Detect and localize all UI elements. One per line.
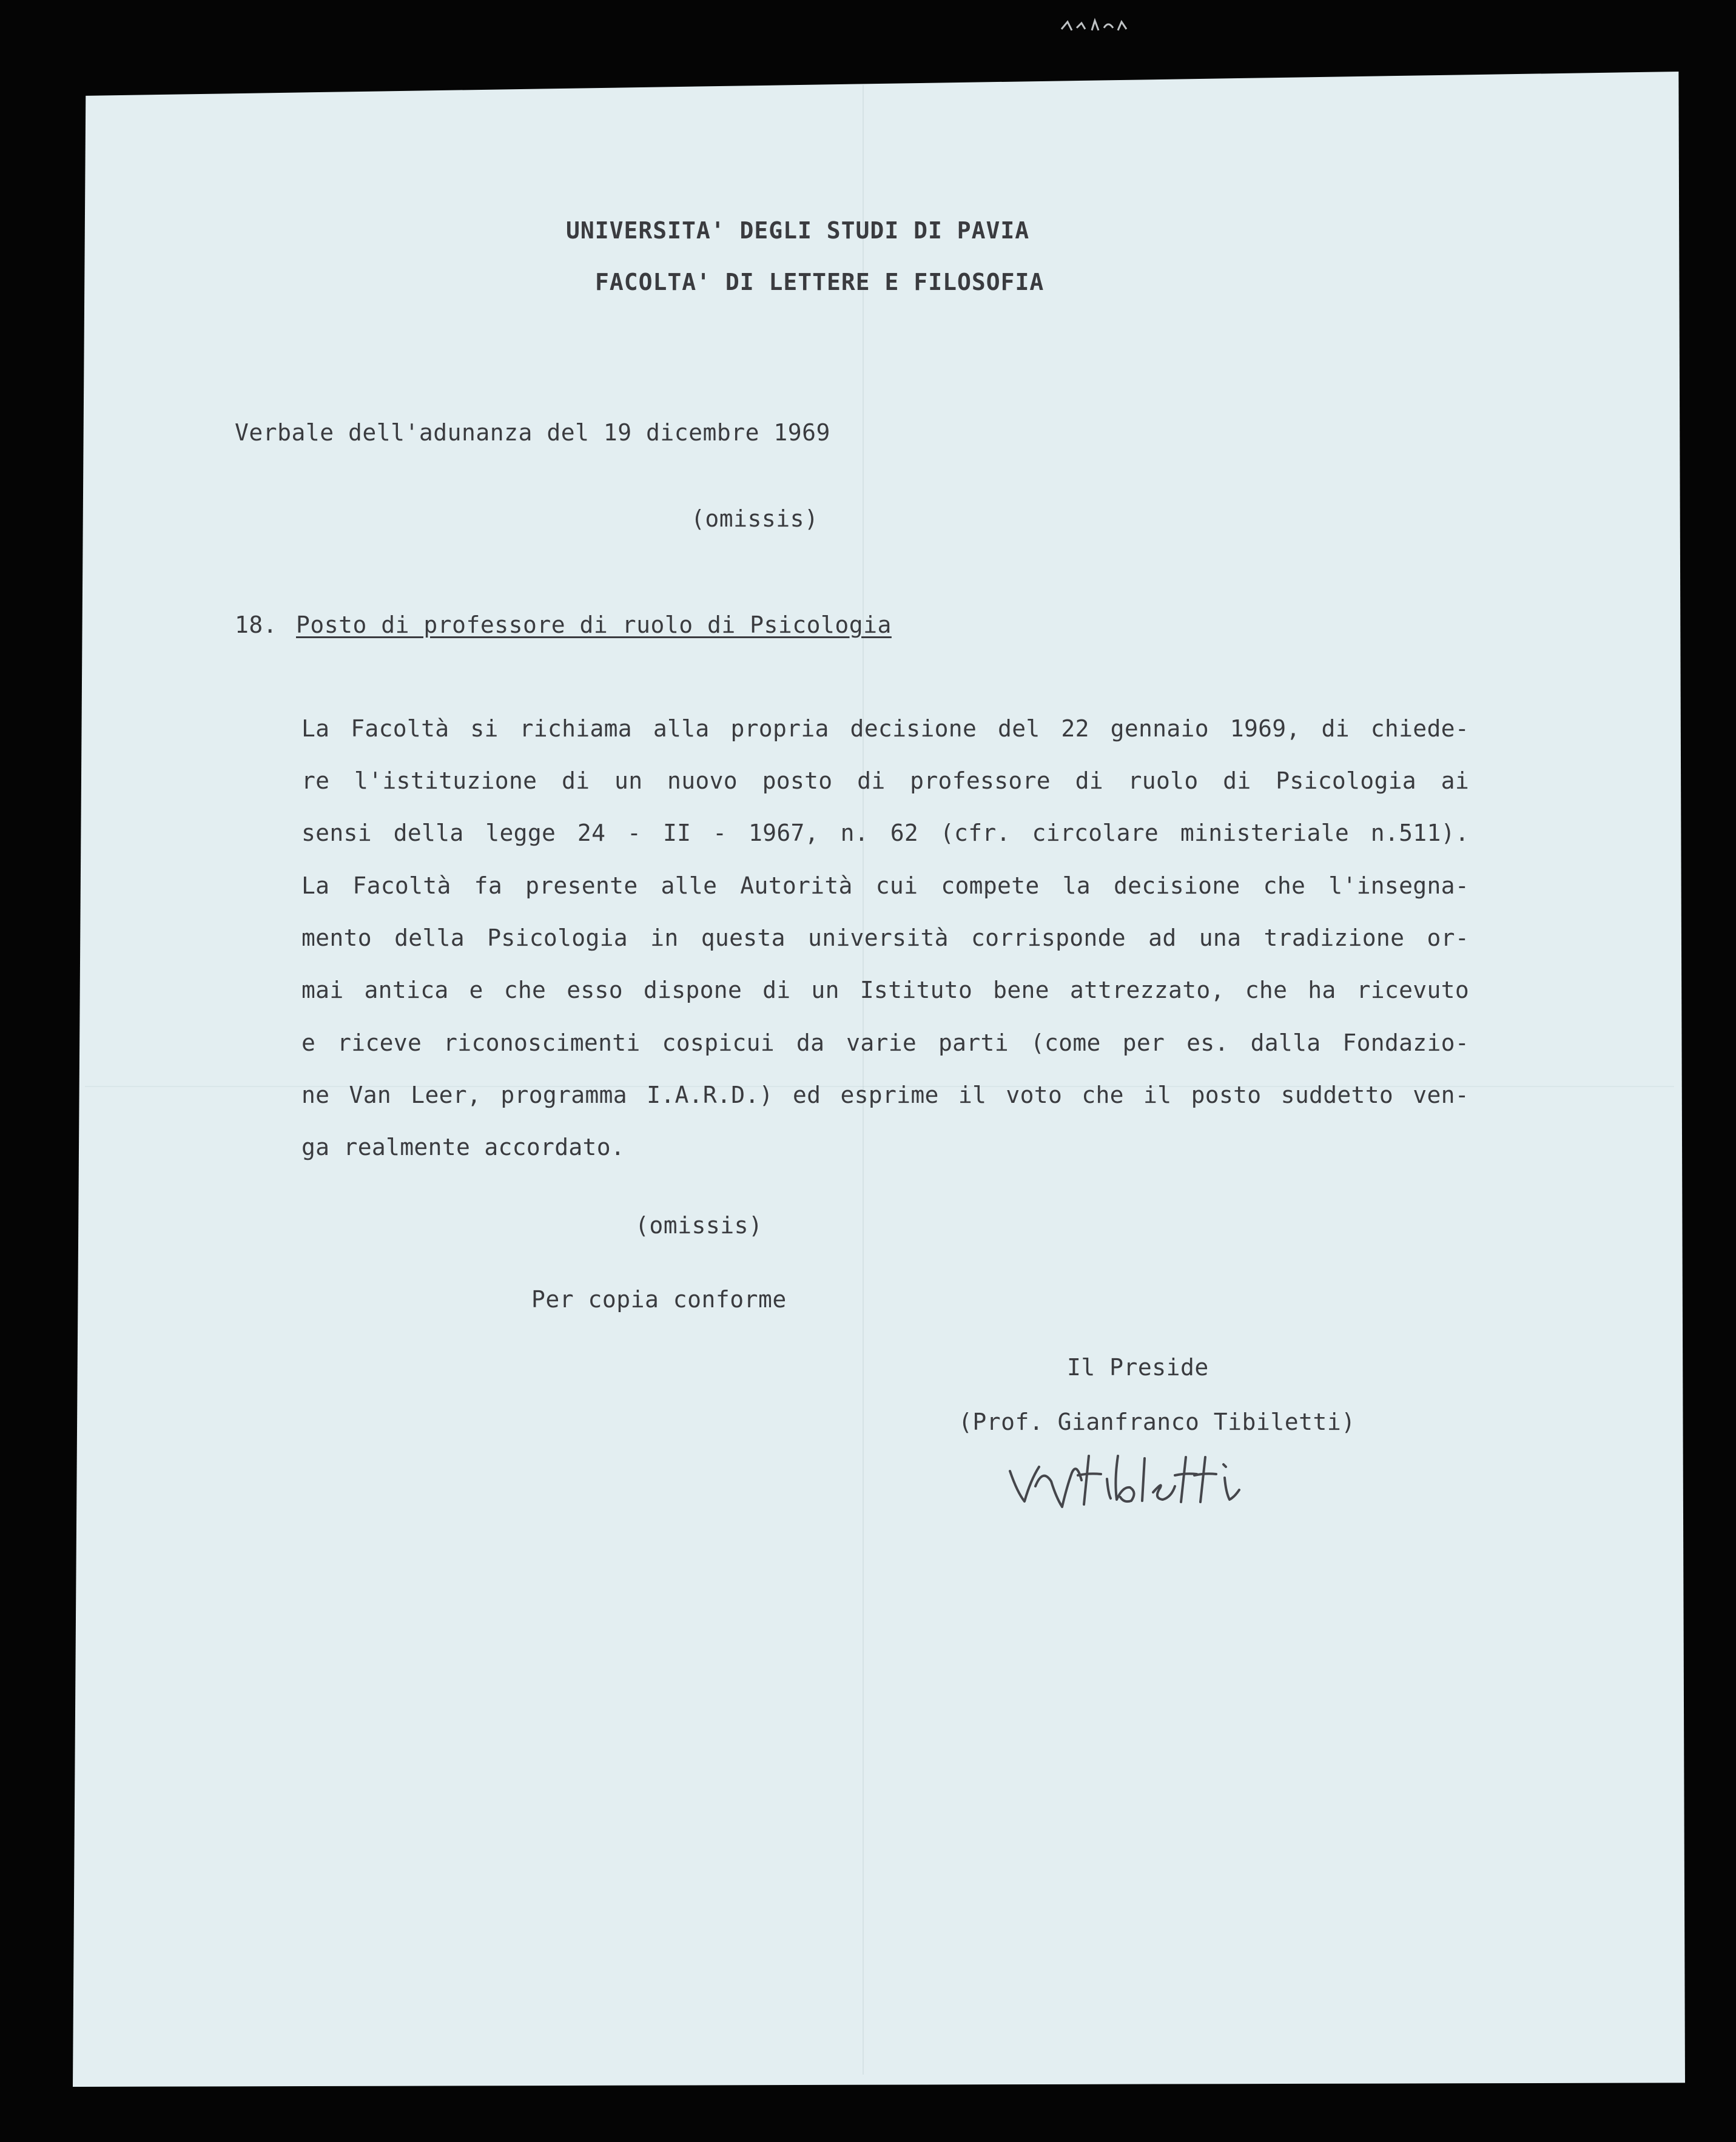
omissis-top: (omissis) bbox=[691, 505, 819, 532]
body-line: sensi della legge 24 - II - 1967, n. 62 (cfr. circolare ministeriale n.511). bbox=[301, 820, 1469, 846]
omissis-bottom: (omissis) bbox=[635, 1212, 763, 1239]
item-title: Posto di professore di ruolo di Psicologia bbox=[296, 611, 892, 638]
minutes-title: Verbale dell'adunanza del 19 dicembre 1969 bbox=[235, 419, 830, 446]
body-line: La Facoltà si richiama alla propria decisione del 22 gennaio 1969, di chiede- bbox=[301, 715, 1469, 742]
signatory-name: (Prof. Gianfranco Tibiletti) bbox=[958, 1409, 1356, 1435]
body-line: mento della Psicologia in questa università corrisponde ad una tradizione or- bbox=[301, 924, 1469, 951]
copy-note: Per copia conforme bbox=[531, 1286, 787, 1313]
body-line: La Facoltà fa presente alle Autorità cui compete la decisione che l'insegna- bbox=[301, 872, 1469, 899]
body-line: ga realmente accordato. bbox=[301, 1134, 625, 1160]
signatory-role: Il Preside bbox=[1067, 1354, 1209, 1381]
body-line: ne Van Leer, programma I.A.R.D.) ed esprime il voto che il posto suddetto ven- bbox=[301, 1082, 1469, 1108]
faculty-header: FACOLTA' DI LETTERE E FILOSOFIA bbox=[595, 269, 1045, 295]
body-line: mai antica e che esso dispone di un Istituto bene attrezzato, che ha ricevuto bbox=[301, 977, 1469, 1003]
body-line: re l'istituzione di un nuovo posto di professore di ruolo di Psicologia ai bbox=[301, 767, 1469, 794]
archive-mark-icon bbox=[1058, 17, 1131, 35]
university-header: UNIVERSITA' DEGLI STUDI DI PAVIA bbox=[566, 217, 1030, 244]
handwritten-signature bbox=[1004, 1444, 1319, 1517]
body-line: e riceve riconoscimenti cospicui da varie parti (come per es. dalla Fondazio- bbox=[301, 1029, 1469, 1056]
item-number: 18. bbox=[235, 611, 278, 638]
paper-sheet bbox=[73, 72, 1685, 2087]
paper-fold-vertical bbox=[863, 85, 864, 2075]
